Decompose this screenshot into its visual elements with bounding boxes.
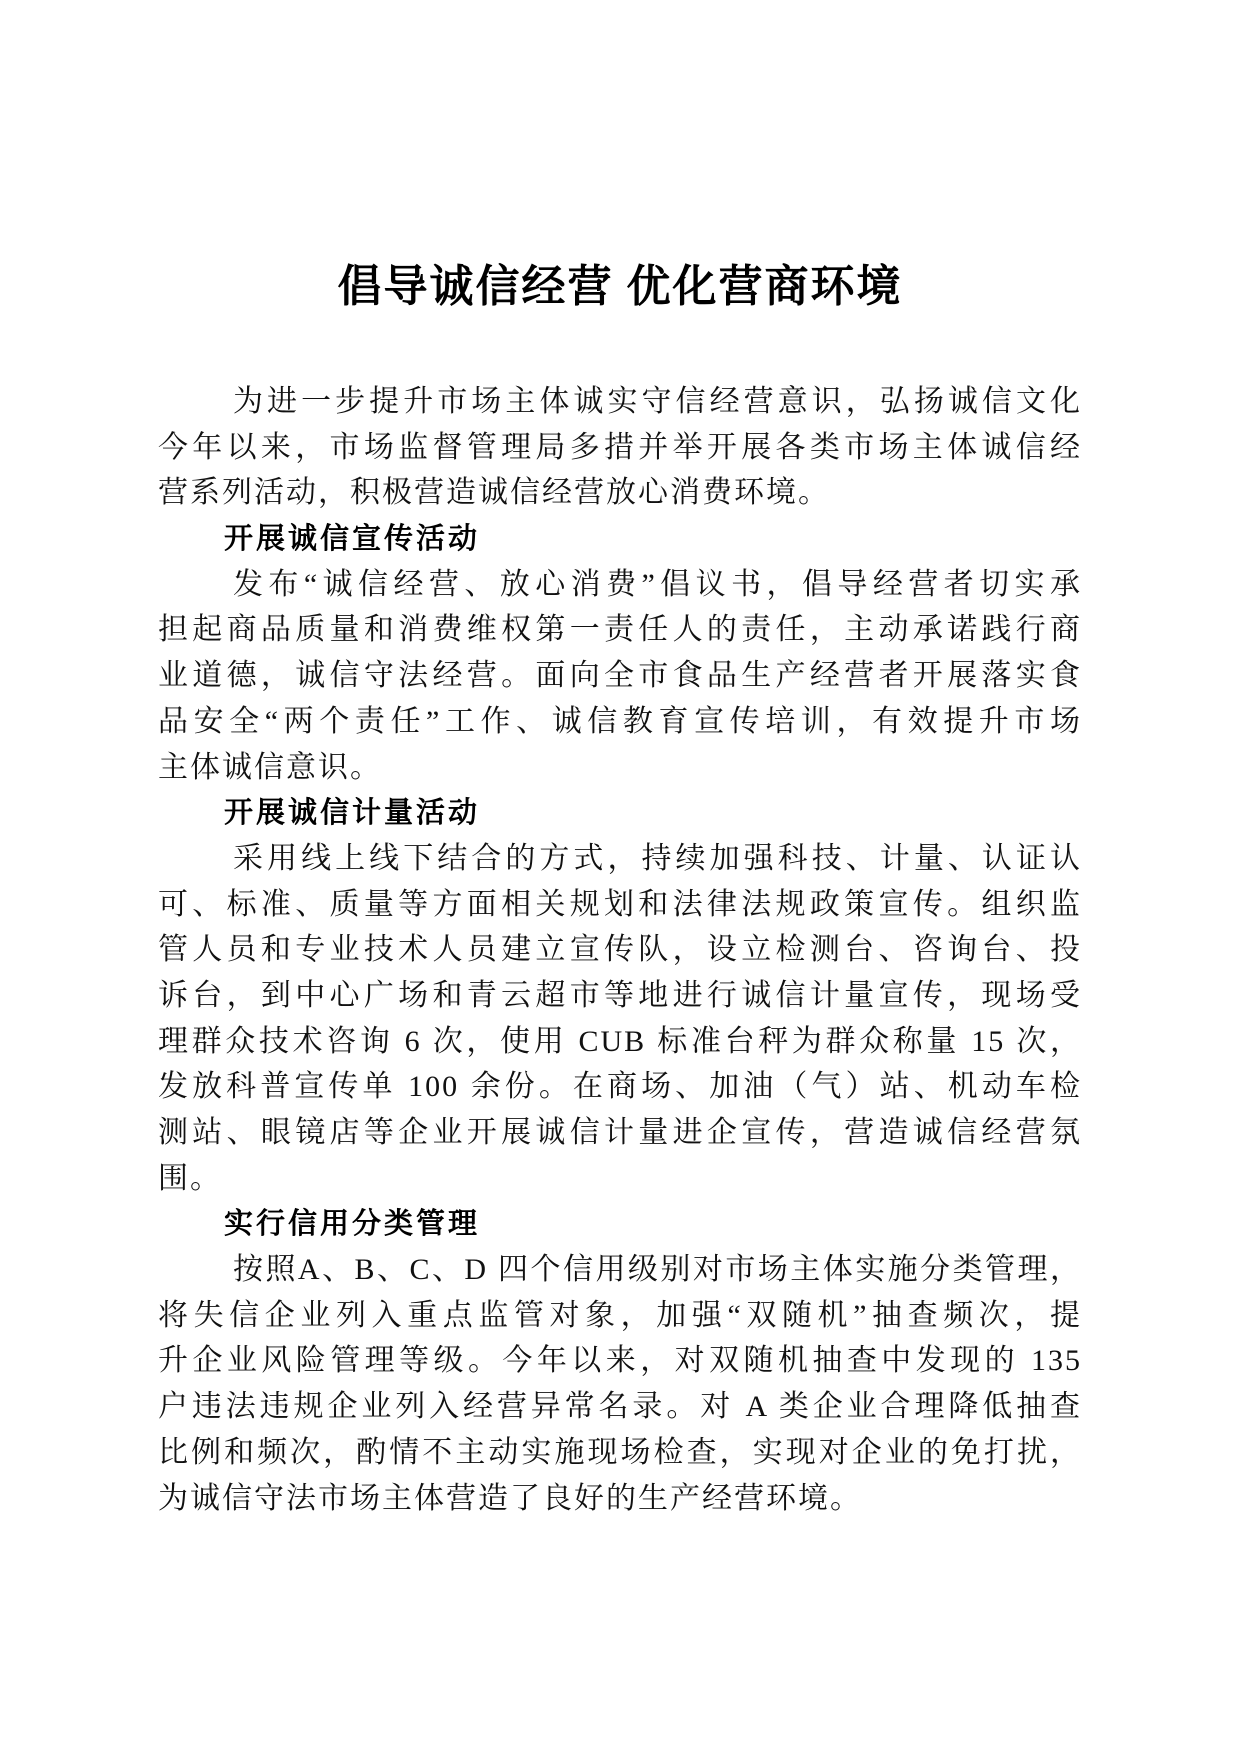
body-line: 将失信企业列入重点监管对象，加强“双随机”抽查频次，提 (158, 1298, 1082, 1332)
document-title: 倡导诚信经营 优化营商环境 (337, 262, 903, 311)
body-line: 主体诚信意识。 (158, 750, 382, 784)
section-heading: 开展诚信计量活动 (224, 795, 481, 830)
body-line: 为进一步提升市场主体诚实守信经营意识，弘扬诚信文化 (233, 385, 1082, 418)
section-credit-classification (158, 1201, 1082, 1521)
body-line: 诉台，到中心广场和青云超市等地进行诚信计量宣传，现场受 (158, 978, 1082, 1012)
body-line: 发布“诚信经营、放心消费”倡议书，倡导经营者切实承 (233, 567, 1082, 601)
section-metrology (158, 790, 1082, 1201)
body-line: 户违法违规企业列入经营异常名录。对 A 类企业合理降低抽查 (158, 1390, 1082, 1424)
article-body (158, 379, 1082, 1521)
body-line: 比例和频次，酌情不主动实施现场检查，实现对企业的免打扰， (158, 1435, 1082, 1469)
section-promotion (158, 516, 1082, 790)
body-line: 可、标准、质量等方面相关规划和法律法规政策宣传。组织监 (158, 887, 1082, 921)
section-heading: 开展诚信宣传活动 (224, 521, 481, 556)
body-line: 采用线上线下结合的方式，持续加强科技、计量、认证认 (233, 841, 1082, 875)
body-line: 发放科普宣传单 100 余份。在商场、加油（气）站、机动车检 (158, 1070, 1082, 1104)
intro-paragraph (158, 379, 1082, 516)
body-line: 营系列活动，积极营造诚信经营放心消费环境。 (158, 476, 830, 510)
body-line: 品安全“两个责任”工作、诚信教育宣传培训，有效提升市场 (158, 704, 1082, 738)
body-line: 业道德，诚信守法经营。面向全市食品生产经营者开展落实食 (158, 659, 1082, 693)
body-line: 担起商品质量和消费维权第一责任人的责任，主动承诺践行商 (158, 613, 1082, 647)
body-line: 按照A、B、C、D 四个信用级别对市场主体实施分类管理， (233, 1253, 1082, 1287)
section-heading: 实行信用分类管理 (224, 1206, 481, 1241)
body-line: 为诚信守法市场主体营造了良好的生产经营环境。 (158, 1481, 862, 1515)
body-line: 理群众技术咨询 6 次，使用 CUB 标准台秤为群众称量 15 次， (158, 1024, 1082, 1058)
body-line: 管人员和专业技术人员建立宣传队，设立检测台、咨询台、投 (158, 933, 1082, 967)
body-line: 今年以来，市场监督管理局多措并举开展各类市场主体诚信经 (158, 430, 1082, 464)
body-line: 围。 (158, 1161, 222, 1195)
body-line: 测站、眼镜店等企业开展诚信计量进企宣传，营造诚信经营氛 (158, 1116, 1082, 1149)
body-line: 升企业风险管理等级。今年以来，对双随机抽查中发现的 135 (158, 1344, 1082, 1378)
